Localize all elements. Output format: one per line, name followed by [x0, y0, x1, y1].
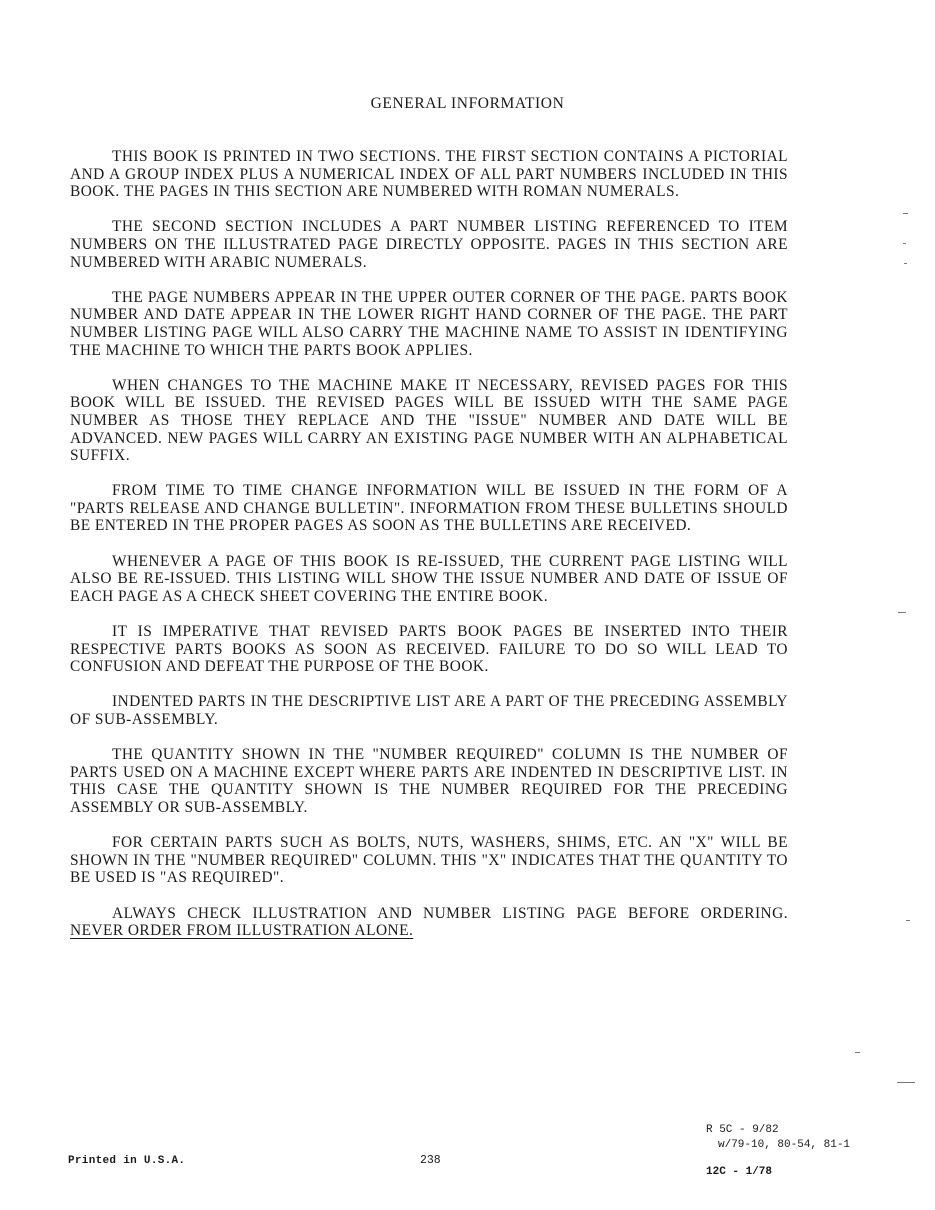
final-paragraph-text: ALWAYS CHECK ILLUSTRATION AND NUMBER LISTING PAGE BEFORE ORDERING. [112, 904, 788, 922]
paragraph: THE SECOND SECTION INCLUDES A PART NUMBER LISTING REFERENCED TO ITEM NUMBERS ON THE ILLUSTRATED PAGE DIRECTLY OPPOSITE. PAGES IN THIS SECTION ARE NUMBERED WITH ARABIC NUMERALS. [70, 218, 788, 271]
final-paragraph [70, 905, 788, 940]
body-text [70, 148, 788, 940]
book-code: 12C - 1/78 [706, 1166, 773, 1178]
applicability-code: w/79-10, 80-54, 81-1 [718, 1139, 851, 1151]
paragraph: FROM TIME TO TIME CHANGE INFORMATION WILL BE ISSUED IN THE FORM OF A "PARTS RELEASE AND CHANGE BULLETIN". INFORMATION FROM THESE BULLETINS SHOULD BE ENTERED IN THE PROPER PAGES AS SOON AS THE BULLETINS ARE RECEIVED. [70, 482, 788, 535]
paragraph: WHENEVER A PAGE OF THIS BOOK IS RE-ISSUED, THE CURRENT PAGE LISTING WILL ALSO BE RE-ISSUED. THIS LISTING WILL SHOW THE ISSUE NUMBER AND DATE OF ISSUE OF EACH PAGE AS A CHECK SHEET COVERING THE ENTIRE BOOK. [70, 552, 788, 605]
scan-speck [903, 243, 906, 244]
revision-code: R 5C - 9/82 [706, 1124, 779, 1136]
paragraph: IT IS IMPERATIVE THAT REVISED PARTS BOOK PAGES BE INSERTED INTO THEIR RESPECTIVE PARTS BOOKS AS SOON AS RECEIVED. FAILURE TO DO SO WILL LEAD TO CONFUSION AND DEFEAT THE PURPOSE OF THE BOOK. [70, 623, 788, 676]
printed-in-usa: Printed in U.S.A. [68, 1155, 186, 1167]
paragraph: THE PAGE NUMBERS APPEAR IN THE UPPER OUTER CORNER OF THE PAGE. PARTS BOOK NUMBER AND DATE APPEAR IN THE LOWER RIGHT HAND CORNER OF THE PAGE. THE PART NUMBER LISTING PAGE WILL ALSO CARRY THE MACHINE NAME TO ASSIST IN IDENTIFYING THE MACHINE TO WHICH THE PARTS BOOK APPLIES. [70, 288, 788, 359]
scan-speck [904, 263, 907, 264]
paragraph: THIS BOOK IS PRINTED IN TWO SECTIONS. THE FIRST SECTION CONTAINS A PICTORIAL AND A GROUP INDEX PLUS A NUMERICAL INDEX OF ALL PART NUMBERS INCLUDED IN THIS BOOK. THE PAGES IN THIS SECTION ARE NUMBERED WITH ROMAN NUMERALS. [70, 148, 788, 201]
paragraph: INDENTED PARTS IN THE DESCRIPTIVE LIST ARE A PART OF THE PRECEDING ASSEMBLY OF SUB-ASSEMBLY. [70, 693, 788, 728]
warning-underlined-text: NEVER ORDER FROM ILLUSTRATION ALONE. [70, 922, 414, 940]
scan-speck [855, 1052, 860, 1053]
scan-speck [898, 612, 906, 613]
page-number: 238 [420, 1154, 441, 1167]
revision-block [706, 1123, 850, 1180]
paragraph: THE QUANTITY SHOWN IN THE "NUMBER REQUIRED" COLUMN IS THE NUMBER OF PARTS USED ON A MACHINE EXCEPT WHERE PARTS ARE INDENTED IN DESCRIPTIVE LIST. IN THIS CASE THE QUANTITY SHOWN IS THE NUMBER REQUIRED FOR THE PRECEDING ASSEMBLY OR SUB-ASSEMBLY. [70, 746, 788, 816]
scan-speck [897, 1082, 915, 1083]
page-title: GENERAL INFORMATION [370, 95, 565, 112]
paragraph: FOR CERTAIN PARTS SUCH AS BOLTS, NUTS, WASHERS, SHIMS, ETC. AN "X" WILL BE SHOWN IN THE "NUMBER REQUIRED" COLUMN. THIS "X" INDICATES THAT THE QUANTITY TO BE USED IS "AS REQUIRED". [70, 834, 788, 887]
scan-speck [903, 213, 908, 214]
paragraph: WHEN CHANGES TO THE MACHINE MAKE IT NECESSARY, REVISED PAGES FOR THIS BOOK WILL BE ISSUED. THE REVISED PAGES WILL BE ISSUED WITH THE SAME PAGE NUMBER AS THOSE THEY REPLACE AND THE "ISSUE" NUMBER AND DATE WILL BE ADVANCED. NEW PAGES WILL CARRY AN EXISTING PAGE NUMBER WITH AN ALPHABETICAL SUFFIX. [70, 376, 788, 465]
scan-speck [906, 920, 910, 921]
